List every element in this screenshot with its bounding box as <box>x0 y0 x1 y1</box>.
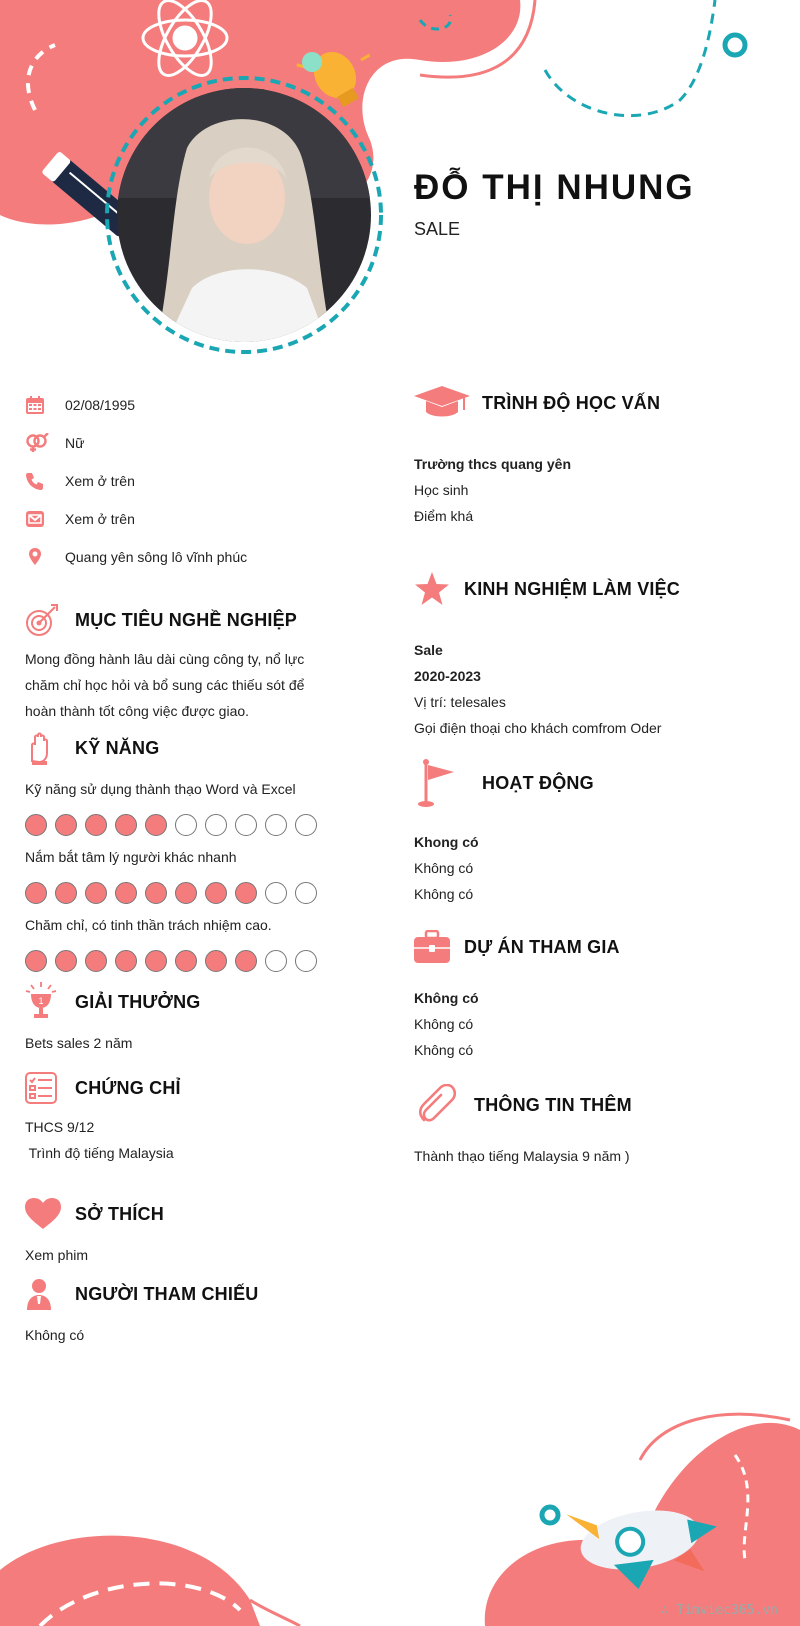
experience-title: KINH NGHIỆM LÀM VIỆC <box>464 578 681 599</box>
experience-header <box>414 567 784 611</box>
graduation-cap-icon <box>414 385 482 421</box>
left-column <box>25 386 325 1348</box>
projects-title: DỰ ÁN THAM GIA <box>464 936 620 957</box>
rating-dot-filled <box>205 882 227 904</box>
info-row-birthday <box>25 386 325 424</box>
certificates-list <box>25 1114 325 1166</box>
projects-header <box>414 925 784 969</box>
flag-icon <box>414 758 482 808</box>
experience-line: Gọi điện thoại cho khách comfrom Oder <box>414 720 662 736</box>
hobbies-header <box>25 1192 325 1236</box>
objective-section <box>25 598 325 724</box>
projects-content <box>414 985 784 1063</box>
rating-dot-filled <box>25 950 47 972</box>
project-line: Không có <box>414 1042 474 1058</box>
activity-line: Không có <box>414 886 474 902</box>
person-icon <box>25 1276 75 1312</box>
rating-dot-filled <box>115 950 137 972</box>
activity-heading: Khong có <box>414 834 479 850</box>
rating-dot-filled <box>55 882 77 904</box>
info-row-gender <box>25 424 325 462</box>
gender-icon <box>25 433 65 453</box>
experience-period: 2020-2023 <box>414 668 481 684</box>
skill-name: Nắm bắt tâm lý người khác nhanh <box>25 849 237 865</box>
rating-dot-filled <box>85 814 107 836</box>
skills-header <box>25 726 325 770</box>
email-text: Xem ở trên <box>65 511 135 527</box>
experience-line: Vị trí: telesales <box>414 694 506 710</box>
profile-photo <box>117 88 371 342</box>
trophy-icon <box>25 984 75 1020</box>
education-content <box>414 451 784 529</box>
objective-text: Mong đồng hành lâu dài cùng công ty, nổ lực chăm chỉ học hỏi và bổ sung các thiếu sót để hoàn thành tốt công việc được giao. <box>25 651 305 719</box>
hobbies-title: SỞ THÍCH <box>75 1203 164 1224</box>
objective-header <box>25 598 325 642</box>
rating-dot-filled <box>235 882 257 904</box>
rating-dot-filled <box>85 882 107 904</box>
references-header <box>25 1272 325 1316</box>
briefcase-icon <box>414 929 464 965</box>
rating-dot-filled <box>235 950 257 972</box>
school-name: Trường thcs quang yên <box>414 456 571 472</box>
skill-item <box>25 844 325 904</box>
rating-dot-empty <box>295 882 317 904</box>
activity-line: Không có <box>414 860 474 876</box>
skill-item <box>25 912 325 972</box>
rating-dot-empty <box>265 950 287 972</box>
hobbies-section <box>25 1192 325 1268</box>
phone-text: Xem ở trên <box>65 473 135 489</box>
education-line: Học sinh <box>414 482 469 498</box>
awards-title: GIẢI THƯỞNG <box>75 991 201 1012</box>
personal-info <box>25 386 325 576</box>
education-title: TRÌNH ĐỘ HỌC VẤN <box>482 392 661 413</box>
awards-header <box>25 980 325 1024</box>
activities-content <box>414 829 784 907</box>
references-title: NGƯỜI THAM CHIẾU <box>75 1283 259 1304</box>
certificates-section <box>25 1066 325 1166</box>
checklist-icon <box>25 1070 75 1106</box>
certificate-item: THCS 9/12 <box>25 1119 95 1135</box>
additional-text: Thành thạo tiếng Malaysia 9 năm ) <box>414 1148 630 1164</box>
target-icon <box>25 602 75 638</box>
skills-title: KỸ NĂNG <box>75 737 160 758</box>
skills-section <box>25 726 325 972</box>
gender-text: Nữ <box>65 435 85 451</box>
location-pin-icon <box>25 547 65 567</box>
rating-dot-filled <box>55 814 77 836</box>
rating-dot-empty <box>205 814 227 836</box>
candidate-position: SALE <box>414 219 461 239</box>
rating-dot-empty <box>295 814 317 836</box>
skill-name: Chăm chỉ, có tinh thần trách nhiệm cao. <box>25 917 272 933</box>
project-heading: Không có <box>414 990 479 1006</box>
rating-dot-filled <box>25 882 47 904</box>
rating-dot-empty <box>235 814 257 836</box>
rating-dot-empty <box>265 814 287 836</box>
hand-icon <box>25 730 75 766</box>
star-icon <box>414 571 464 607</box>
skill-rating <box>25 814 325 836</box>
rating-dot-filled <box>115 882 137 904</box>
rating-dot-empty <box>265 882 287 904</box>
rating-dot-filled <box>145 950 167 972</box>
birthday-text: 02/08/1995 <box>65 397 136 413</box>
experience-company: Sale <box>414 642 443 658</box>
experience-content <box>414 637 784 741</box>
skill-name: Kỹ năng sử dụng thành thạo Word và Excel <box>25 781 296 797</box>
certificates-title: CHỨNG CHỈ <box>75 1077 181 1098</box>
additional-title: THÔNG TIN THÊM <box>474 1094 632 1115</box>
rating-dot-filled <box>115 814 137 836</box>
activities-title: HOẠT ĐỘNG <box>482 772 594 793</box>
rating-dot-filled <box>85 950 107 972</box>
rating-dot-empty <box>175 814 197 836</box>
skill-rating <box>25 950 325 972</box>
projects-section <box>414 925 784 1063</box>
rating-dot-empty <box>295 950 317 972</box>
rating-dot-filled <box>205 950 227 972</box>
footer-brand: ∴ Timviec365.vn <box>660 1603 778 1618</box>
svg-text:1: 1 <box>38 996 44 1006</box>
education-line: Điểm khá <box>414 508 474 524</box>
right-column <box>414 381 784 1169</box>
phone-icon <box>25 471 65 491</box>
email-icon <box>25 509 65 529</box>
additional-section <box>414 1083 784 1169</box>
certificates-header <box>25 1066 325 1110</box>
rating-dot-filled <box>25 814 47 836</box>
rating-dot-filled <box>55 950 77 972</box>
skill-rating <box>25 882 325 904</box>
education-header <box>414 381 784 425</box>
awards-text: Bets sales 2 năm <box>25 1035 133 1051</box>
certificate-item: Trình độ tiếng Malaysia <box>25 1145 174 1161</box>
references-section <box>25 1272 325 1348</box>
rating-dot-filled <box>175 950 197 972</box>
info-row-address <box>25 538 325 576</box>
address-text: Quang yên sông lô vĩnh phúc <box>65 549 248 565</box>
activities-section <box>414 755 784 907</box>
skills-list <box>25 776 325 972</box>
paperclip-icon <box>414 1084 474 1126</box>
additional-header <box>414 1083 784 1127</box>
education-section <box>414 381 784 529</box>
rating-dot-filled <box>175 882 197 904</box>
heart-icon <box>25 1196 75 1232</box>
objective-title: MỤC TIÊU NGHỀ NGHIỆP <box>75 609 298 630</box>
references-text: Không có <box>25 1327 85 1343</box>
calendar-icon <box>25 395 65 415</box>
activities-header <box>414 755 784 811</box>
awards-section <box>25 980 325 1056</box>
candidate-name: ĐỖ THỊ NHUNG <box>414 168 695 207</box>
info-row-email <box>25 500 325 538</box>
skill-item <box>25 776 325 836</box>
rating-dot-filled <box>145 882 167 904</box>
experience-section <box>414 567 784 741</box>
project-line: Không có <box>414 1016 474 1032</box>
info-row-phone <box>25 462 325 500</box>
rating-dot-filled <box>145 814 167 836</box>
hobbies-text: Xem phim <box>25 1247 89 1263</box>
